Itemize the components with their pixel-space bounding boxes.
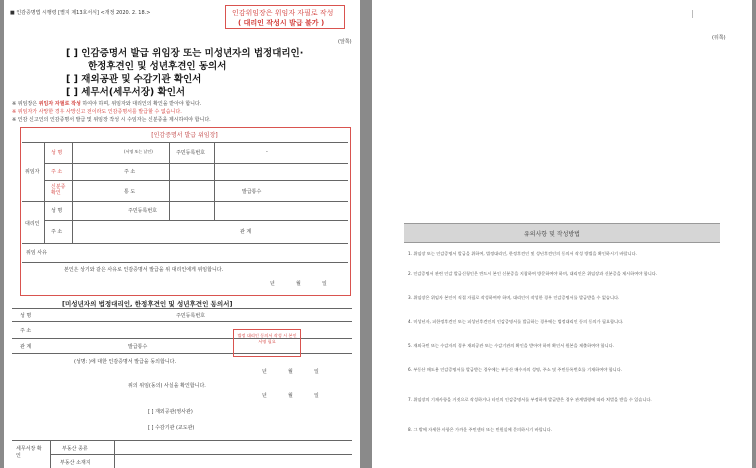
delegator-label: 위임자 <box>25 169 40 175</box>
delegator-resident-no-label: 주민등록번호 <box>176 150 205 156</box>
consent-issue-label: 발급통수 <box>128 344 148 350</box>
note-line-2: ※ 위임자가 사망한 경우 사망신고 전이라도 인감증명서를 발급할 수 없습니다. <box>12 109 182 115</box>
delegation-date-day: 일 <box>322 281 327 287</box>
delegator-address-label: 주 소 <box>51 169 63 175</box>
self-write-notice: 인감위임장은 위임자 자필로 작성 <box>232 9 334 17</box>
page-mark-front: (앞쪽) <box>338 39 352 45</box>
form-header-line: ■ 인감증명법 시행령 [별지 제13호서식] <개정 2020. 2. 18.> <box>10 10 151 16</box>
consent-date-month: 월 <box>288 369 293 375</box>
agent-name-label: 성 명 <box>51 208 63 214</box>
guardian-sign-note: 법정 대리인 동의서 작성 시 본인 서명 필요 <box>237 333 297 344</box>
agent-resident-no-label: 주민등록번호 <box>128 208 157 214</box>
consent-resident-label: 주민등록번호 <box>176 313 205 319</box>
instruction-item-5: 5. 재외국민 또는 수감자의 경우 재외공관 또는 수감기관의 확인을 받아야 하며 확인서 원본을 제출하여야 합니다. <box>408 343 614 348</box>
self-write-notice-box <box>225 5 345 29</box>
instruction-item-7: 7. 위임장의 기재사항을 거짓으로 작성하거나 타인의 인감증명서를 부정하게 발급받은 경우 관계법령에 따라 처벌을 받을 수 있습니다. <box>408 397 652 402</box>
form-page-front <box>4 0 360 468</box>
instruction-item-6: 6. 부동산 매도용 인감증명서를 발급받는 경우에는 부동산 매수자의 성명, 주소 및 주민등록번호를 기재하여야 합니다. <box>408 367 623 372</box>
form-title-line-3: [ ] 재외공관 및 수감기관 확인서 <box>66 74 202 85</box>
instruction-item-2: 2. 인감증명서 관련 인감 발급신청인은 반드시 본인 신분증을 지참하여 방문하여야 하며, 대리인은 위임장과 신분증을 제시하여야 합니다. <box>408 271 658 276</box>
confirm-date-month: 월 <box>288 393 293 399</box>
guardian-sign-callout <box>233 329 301 357</box>
instruction-item-8: 8. 그 밖에 자세한 사항은 가까운 주민센터 또는 민원실에 문의하시기 바랍니다. <box>408 427 553 432</box>
delegator-name-label: 성 명 <box>51 150 63 156</box>
form-page-back <box>372 0 752 468</box>
confirm-date-year: 년 <box>262 393 267 399</box>
embassy-label: [ ] 재외공관(영사관) <box>148 409 193 415</box>
agent-address-label: 주 소 <box>51 229 63 235</box>
form-title-line-4: [ ] 세무서(세무서장) 확인서 <box>66 87 186 98</box>
agent-relation-label: 관 계 <box>240 229 252 235</box>
instruction-item-1: 1. 위임장 또는 인감증명서 발급을 위하여, 법정대리인, 한정후견인 및 성년후견인의 동의서 작성 방법을 확인하시기 바랍니다. <box>408 251 637 256</box>
delegation-date-month: 월 <box>296 281 301 287</box>
issue-count-label: 발급통수 <box>242 189 262 195</box>
property-type-label: 부동산 종류 <box>62 446 88 452</box>
instruction-item-3: 3. 위임장은 위임자 본인이 직접 자필로 작성하여야 하며, 대리인이 작성한 경우 인감증명서를 발급받을 수 없습니다. <box>408 295 620 300</box>
agent-write-warning: ( 대리인 작성시 발급 불가 ) <box>238 19 325 27</box>
purpose-label: 위임 사유 <box>26 250 47 256</box>
confirm-statement: 위의 위임(동의) 사실을 확인합니다. <box>128 383 206 389</box>
note-line-3: ※ 인감 신고인의 인감증명서 발급 및 위임장 작성 시 수임자는 신분증을 제시하여야 합니다. <box>12 117 211 123</box>
property-location-label: 부동산 소재지 <box>60 460 91 466</box>
form-title-line-1: [ ] 인감증명서 발급 위임장 또는 미성년자의 법정대리인· <box>66 48 304 59</box>
consent-relation-label: 관 계 <box>20 344 32 350</box>
id-check-label: 신분증 확인 <box>51 184 66 196</box>
consent-address-label: 주 소 <box>20 328 32 334</box>
confirm-date-day: 일 <box>314 393 319 399</box>
tax-office-label: 세무서장 확인 <box>16 446 42 459</box>
prison-label: [ ] 수감기관 (교도관) <box>148 425 195 431</box>
form-title-line-2: 한정후견인 및 성년후견인 동의서 <box>88 61 227 72</box>
consent-statement: (성명: )에 대한 인감증명서 발급을 동의합니다. <box>74 359 177 365</box>
consent-name-label: 성 명 <box>20 313 32 319</box>
delegator-address-label-2: 주 소 <box>124 169 136 175</box>
delegation-statement: 본인은 상기와 같은 사유로 인감증명서 발급을 위 대리인에게 위임합니다. <box>64 267 224 273</box>
quantity-label: 통 도 <box>124 189 136 195</box>
agent-label: 대리인 <box>25 221 40 227</box>
instructions-header-bar <box>404 223 720 243</box>
delegation-date-year: 년 <box>270 281 275 287</box>
delegation-form-title: [인감증명서 발급 위임장] <box>151 132 218 139</box>
consent-title: [미성년자의 법정대리인, 한정후견인 및 성년후견인 동의서] <box>62 300 233 308</box>
instructions-title: 유의사항 및 작성방법 <box>524 231 580 238</box>
instruction-item-4: 4. 미성년자, 피한정후견인 또는 피성년후견인의 인감증명서를 발급하는 경우에는 법정대리인 등의 동의가 필요합니다. <box>408 319 624 324</box>
note-line-1: ※ 위임장은 위임자 자필로 작성 하여야 하며, 위임자와 대리인의 확인을 받아야 합니다. <box>12 101 202 107</box>
note-self-write: 위임자 자필로 작성 <box>38 101 81 107</box>
delegator-resident-dash: - <box>266 149 268 155</box>
delegator-seal-note: (서명 또는 날인) <box>124 149 153 154</box>
consent-date-year: 년 <box>262 369 267 375</box>
consent-date-day: 일 <box>314 369 319 375</box>
page-mark-back: (뒤쪽) <box>712 35 726 41</box>
